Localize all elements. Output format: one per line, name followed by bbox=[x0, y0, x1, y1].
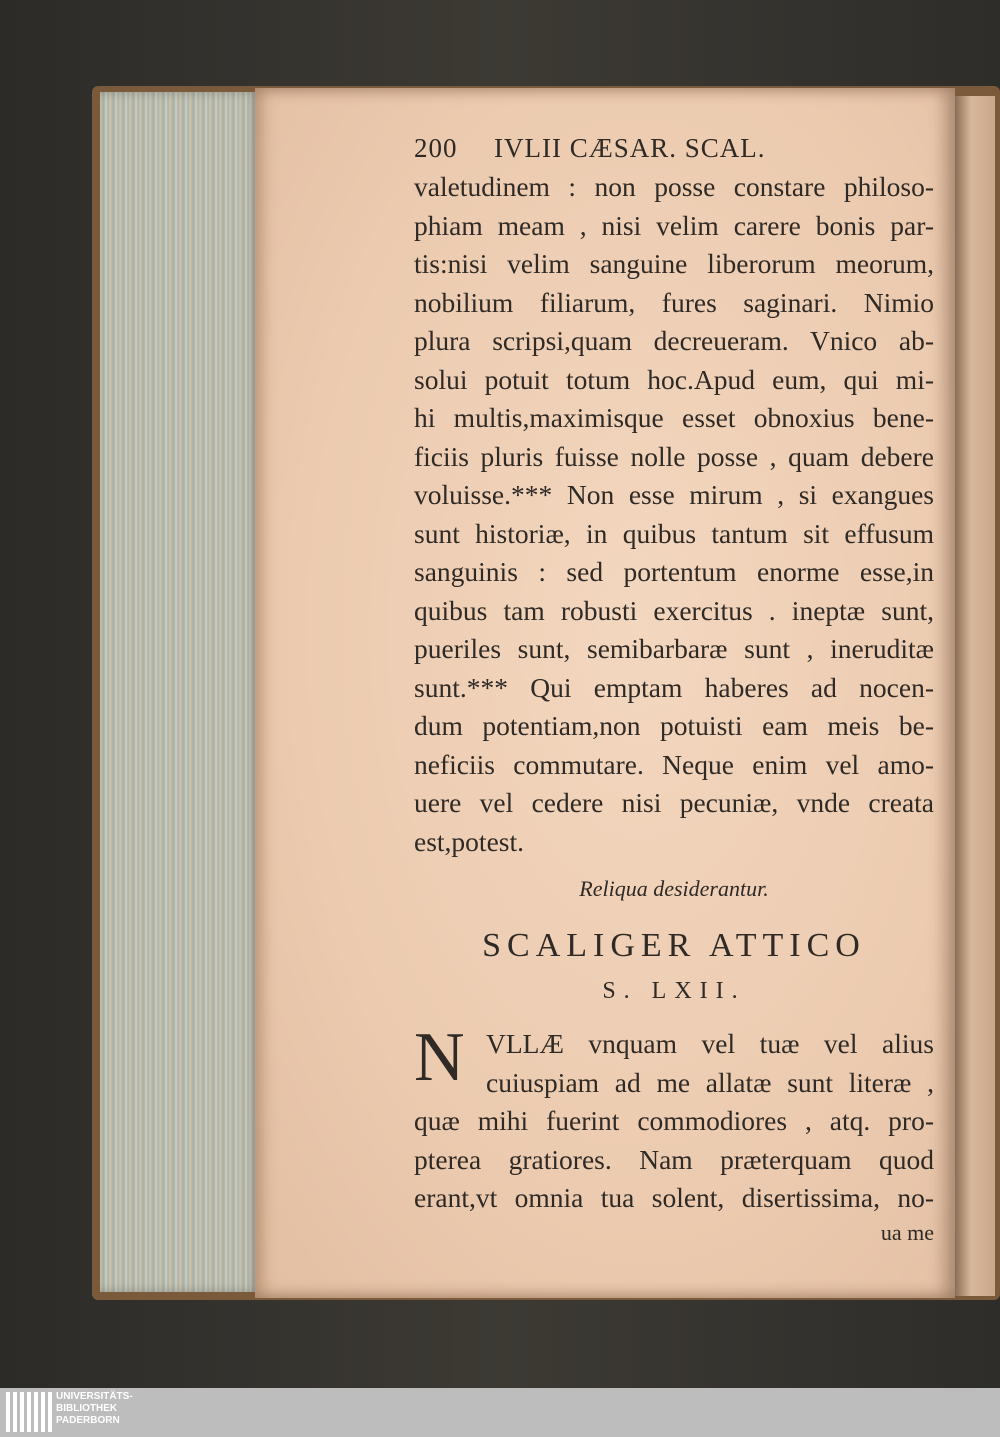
library-name bbox=[56, 1391, 133, 1427]
text-line: phiam meam , nisi velim carere bonis par- bbox=[414, 209, 934, 241]
text-line: nobilium filiarum, fures saginari. Nimio bbox=[414, 286, 934, 318]
library-name-line: UNIVERSITÄTS- bbox=[56, 1391, 133, 1402]
catchword: ua me bbox=[880, 1219, 934, 1245]
text-line: sanguinis : sed portentum enorme esse,in bbox=[414, 556, 934, 587]
text-line: solui potuit totum hoc.Apud eum, qui mi- bbox=[414, 363, 934, 395]
text-line: voluisse.*** Non esse mirum , si exangues bbox=[414, 479, 934, 510]
library-name-line: PADERBORN bbox=[56, 1415, 120, 1426]
drop-cap: N bbox=[414, 1019, 465, 1096]
text-line: quæ mihi fuerint commodiores , atq. pro- bbox=[414, 1105, 934, 1136]
text-line: valetudinem : non posse constare philoso- bbox=[414, 171, 934, 202]
text-line: quibus tam robusti exercitus . ineptæ sunt, bbox=[414, 594, 934, 626]
text-line: uere vel cedere nisi pecuniæ, vnde creata bbox=[414, 787, 934, 818]
library-footer bbox=[0, 1388, 1000, 1437]
closing-note: Reliqua desiderantur. bbox=[579, 876, 769, 901]
text-line: est,potest. bbox=[414, 825, 524, 857]
text-line: neficiis commutare. Neque enim vel amo- bbox=[414, 748, 934, 780]
letter-opening bbox=[414, 1019, 934, 1248]
text-line: pterea gratiores. Nam præterquam quod bbox=[414, 1143, 934, 1175]
library-name-line: BIBLIOTHEK bbox=[56, 1403, 118, 1414]
text-line: erant,vt omnia tua solent, disertissima, no- bbox=[414, 1182, 934, 1213]
text-line: dum potentiam,non potuisti eam meis be- bbox=[414, 710, 934, 741]
text-line: ficiis pluris fuisse nolle posse , quam debere bbox=[414, 440, 934, 472]
text-line: tis:nisi velim sanguine liberorum meorum, bbox=[414, 248, 934, 279]
facing-page-edge bbox=[955, 96, 995, 1296]
page-text bbox=[414, 128, 934, 1248]
library-logo-icon bbox=[6, 1392, 52, 1432]
text-line: sunt.*** Qui emptam haberes ad nocen- bbox=[414, 671, 934, 703]
letter-heading: SCALIGER ATTICO bbox=[482, 927, 866, 964]
running-head bbox=[414, 128, 934, 168]
text-line: sunt historiæ, in quibus tantum sit effusum bbox=[414, 517, 934, 549]
letter-body bbox=[414, 168, 934, 861]
page-edges bbox=[100, 92, 260, 1292]
text-line: pueriles sunt, semibarbaræ sunt , ineruditæ bbox=[414, 633, 934, 664]
text-line: hi multis,maximisque esset obnoxius bene- bbox=[414, 402, 934, 433]
letter-number: S. LXII. bbox=[602, 978, 746, 1004]
text-line: plura scripsi,quam decreueram. Vnico ab- bbox=[414, 325, 934, 356]
text-line: VLLÆ vnquam vel tuæ vel alius bbox=[486, 1028, 934, 1059]
text-line: cuiuspiam ad me allatæ sunt literæ , bbox=[486, 1066, 934, 1098]
page-number: 200 bbox=[414, 133, 458, 163]
running-title: IVLII CÆSAR. SCAL. bbox=[494, 133, 766, 163]
